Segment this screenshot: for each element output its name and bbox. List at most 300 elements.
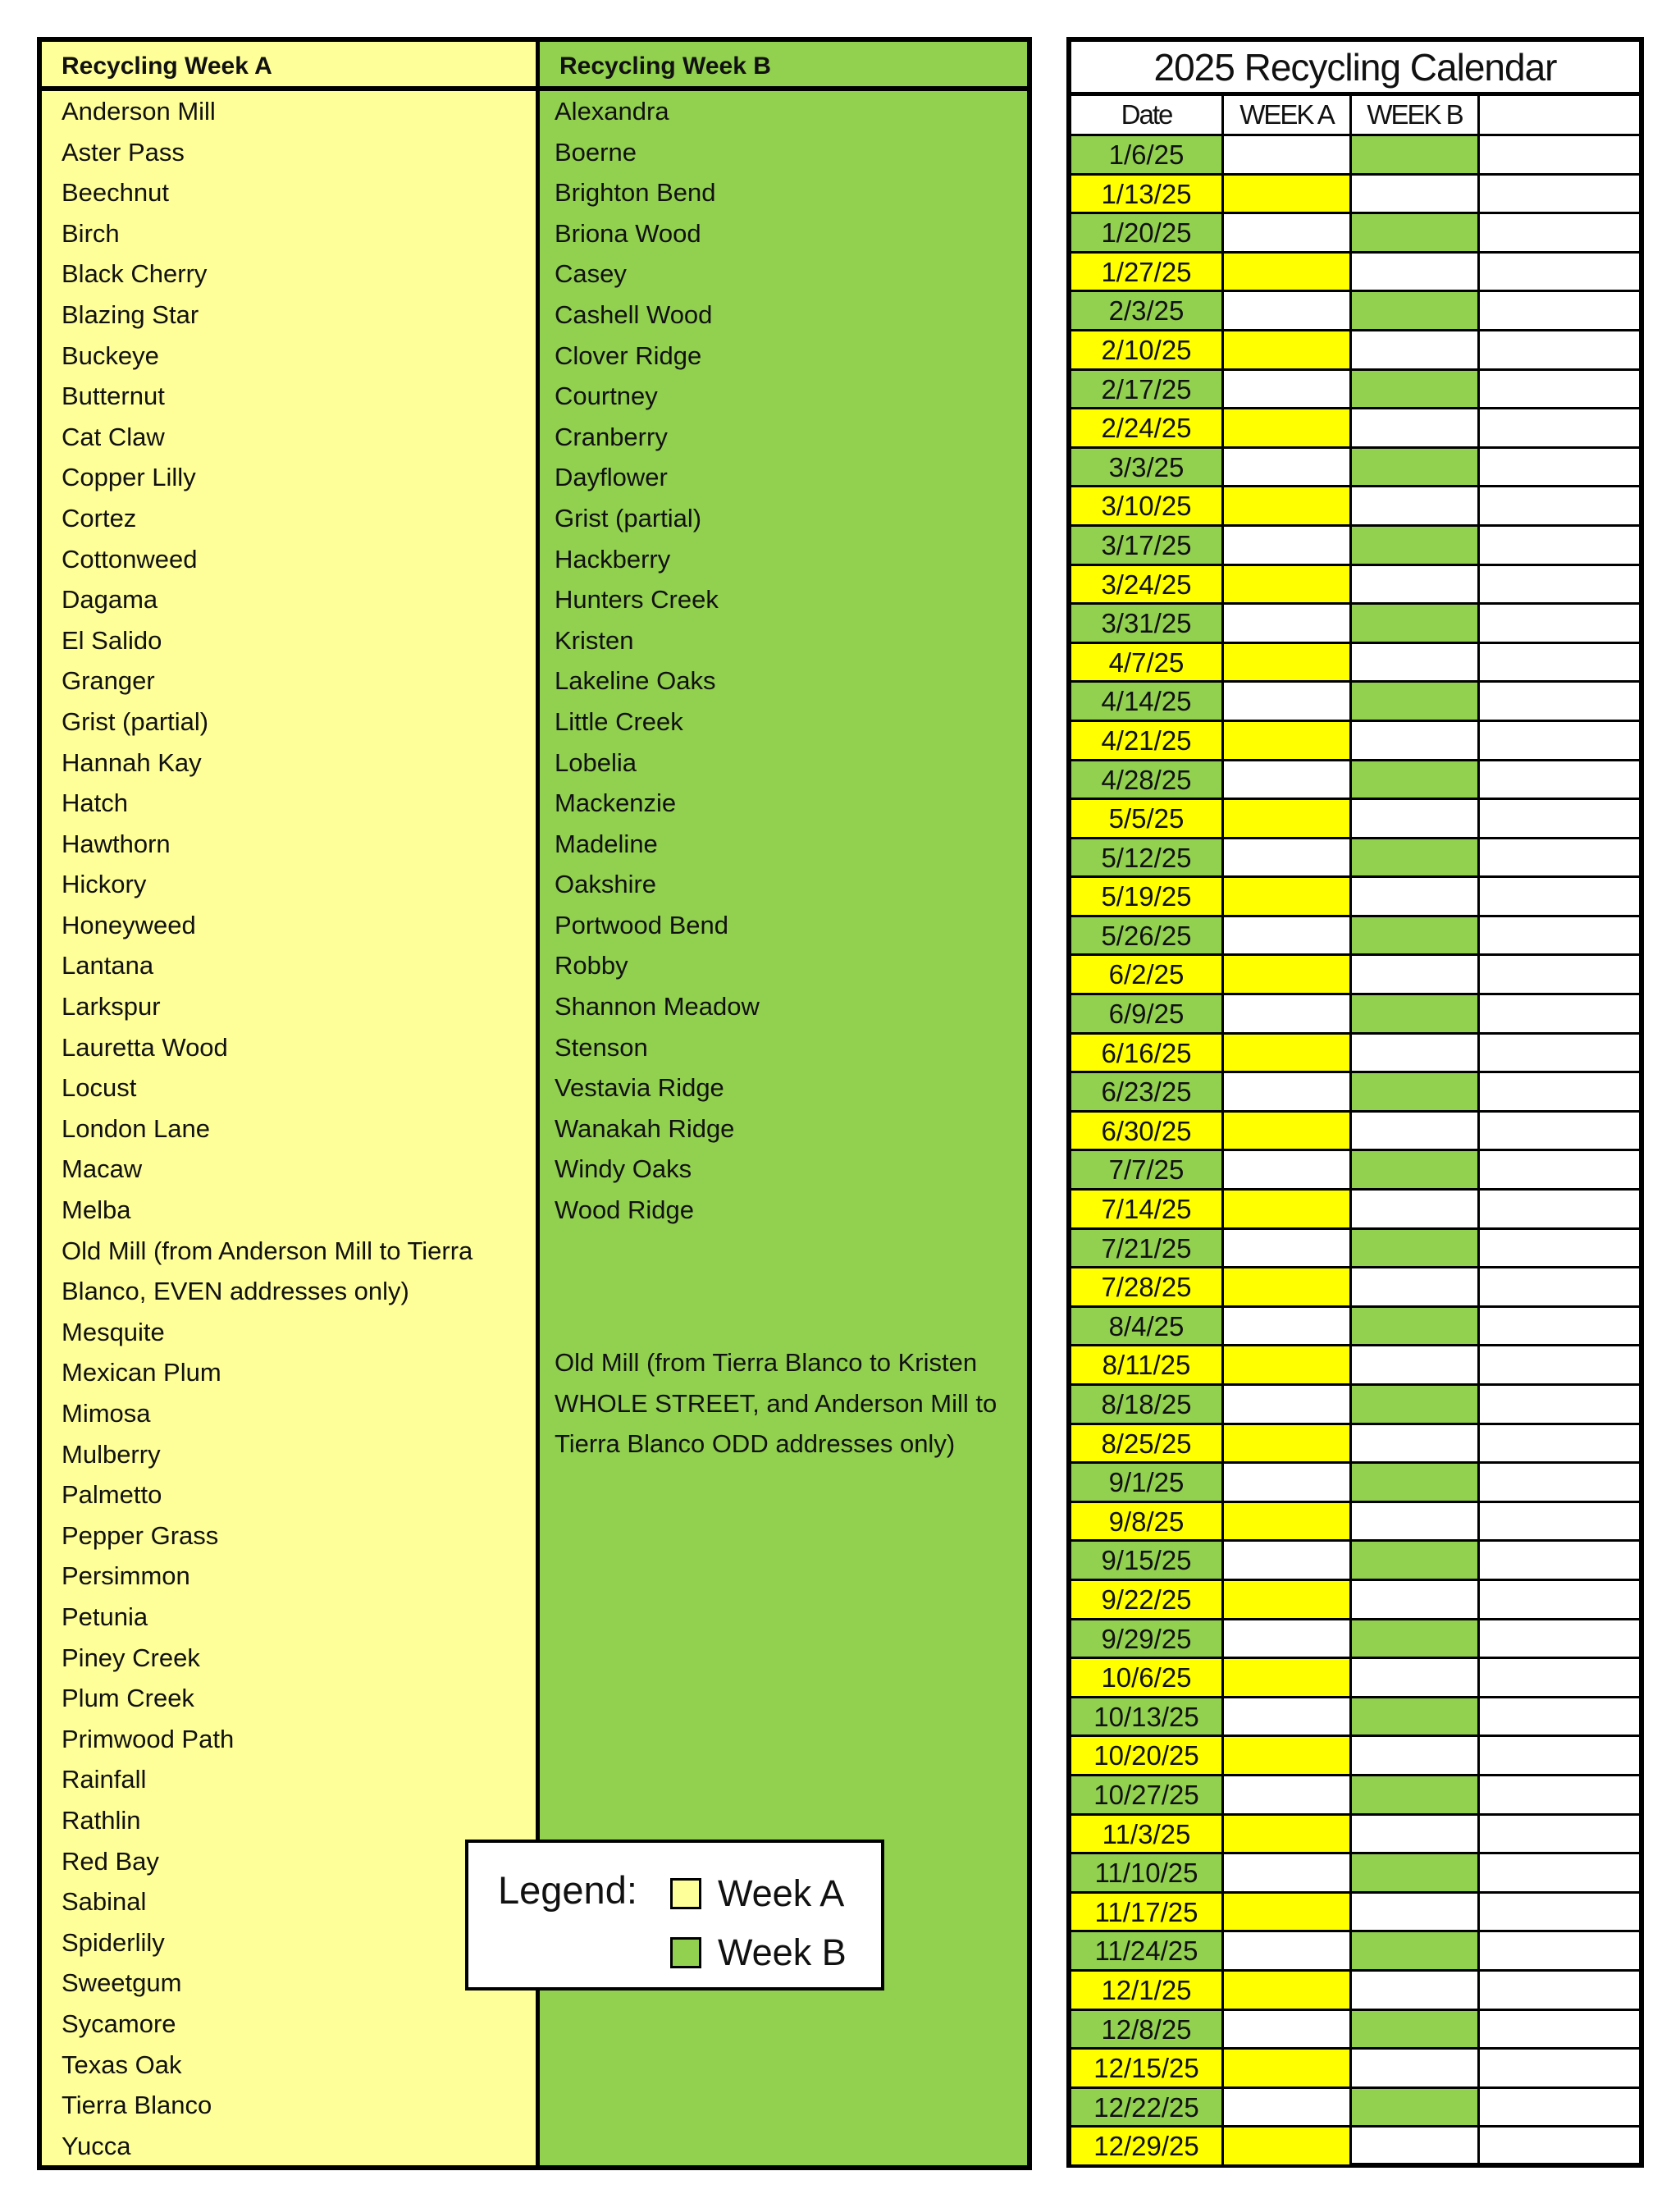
week-a-cell: [1224, 254, 1352, 293]
street-item: Briona Wood: [555, 218, 701, 248]
week-a-cell: [1224, 1816, 1352, 1855]
legend-item-week-a: [670, 1871, 844, 1917]
street-item: Aster Pass: [62, 137, 185, 167]
note-line: Old Mill (from Tierra Blanco to Kristen: [555, 1348, 978, 1377]
week-a-cell: [1224, 1308, 1352, 1347]
calendar-date-cell: 9/8/25: [1071, 1503, 1224, 1543]
week-a-cell: [1224, 371, 1352, 410]
week-b-cell: [1352, 331, 1480, 371]
street-item: Casey: [555, 259, 627, 289]
week-b-cell: [1352, 2011, 1480, 2050]
week-b-cell: [1352, 1737, 1480, 1776]
week-a-cell: [1224, 1620, 1352, 1660]
blank-cell: [1480, 878, 1639, 917]
blank-cell: [1480, 409, 1639, 449]
week-b-cell: [1352, 371, 1480, 410]
street-item: Lakeline Oaks: [555, 666, 716, 696]
street-item: Hatch: [62, 788, 128, 818]
street-item: Robby: [555, 951, 628, 980]
legend-label: Week B: [718, 1931, 847, 1973]
blank-cell: [1480, 995, 1639, 1035]
week-a-street-list: [42, 91, 536, 2166]
week-a-cell: [1224, 644, 1352, 683]
week-a-cell: [1224, 1464, 1352, 1503]
calendar-date-cell: 5/5/25: [1071, 800, 1224, 839]
week-a-cell: [1224, 527, 1352, 566]
blank-cell: [1480, 1346, 1639, 1386]
calendar-date-cell: 1/6/25: [1071, 136, 1224, 176]
street-item: Blanco, EVEN addresses only): [62, 1277, 409, 1306]
week-a-cell: [1224, 1932, 1352, 1972]
blank-cell: [1480, 214, 1639, 254]
street-item: Clover Ridge: [555, 341, 702, 370]
blank-cell: [1480, 2089, 1639, 2128]
blank-cell: [1480, 176, 1639, 215]
street-item: Cottonweed: [62, 544, 198, 574]
week-b-cell: [1352, 527, 1480, 566]
calendar-date-cell: 7/21/25: [1071, 1230, 1224, 1269]
week-a-cell: [1224, 605, 1352, 644]
street-item: Anderson Mill: [62, 97, 216, 126]
street-item: Rainfall: [62, 1765, 147, 1794]
week-b-swatch: [670, 1937, 701, 1968]
week-b-cell: [1352, 1425, 1480, 1465]
week-a-cell: [1224, 1503, 1352, 1543]
week-b-cell: [1352, 605, 1480, 644]
street-item: Mackenzie: [555, 788, 677, 818]
street-item: Yucca: [62, 2131, 131, 2160]
week-a-cell: [1224, 722, 1352, 761]
week-a-cell: [1224, 917, 1352, 957]
recycling-calendar: [1066, 37, 1644, 2168]
week-b-cell: [1352, 761, 1480, 801]
street-item: Mexican Plum: [62, 1358, 221, 1387]
week-a-cell: [1224, 956, 1352, 995]
week-b-cell: [1352, 644, 1480, 683]
blank-cell: [1480, 1308, 1639, 1347]
note-line: WHOLE STREET, and Anderson Mill to: [555, 1388, 998, 1418]
blank-cell: [1480, 371, 1639, 410]
street-item: Portwood Bend: [555, 910, 728, 939]
street-item: Boerne: [555, 137, 637, 167]
blank-cell: [1480, 527, 1639, 566]
week-b-cell: [1352, 1932, 1480, 1972]
blank-cell: [1480, 722, 1639, 761]
calendar-date-cell: 6/2/25: [1071, 956, 1224, 995]
blank-cell: [1480, 449, 1639, 488]
week-b-cell: [1352, 1151, 1480, 1191]
week-a-cell: [1224, 214, 1352, 254]
calendar-date-cell: 6/23/25: [1071, 1073, 1224, 1113]
week-a-cell: [1224, 1191, 1352, 1230]
street-item: Birch: [62, 218, 120, 248]
calendar-date-cell: 10/27/25: [1071, 1776, 1224, 1816]
calendar-date-cell: 2/3/25: [1071, 292, 1224, 331]
week-b-cell: [1352, 878, 1480, 917]
week-b-cell: [1352, 722, 1480, 761]
week-a-cell: [1224, 1268, 1352, 1308]
week-b-cell: [1352, 1542, 1480, 1581]
calendar-date-cell: 12/22/25: [1071, 2089, 1224, 2128]
street-item: Vestavia Ridge: [555, 1073, 724, 1103]
week-a-cell: [1224, 449, 1352, 488]
blank-cell: [1480, 2050, 1639, 2089]
blank-cell: [1480, 1386, 1639, 1425]
week-a-cell: [1224, 1425, 1352, 1465]
blank-cell: [1480, 683, 1639, 722]
blank-cell: [1480, 1816, 1639, 1855]
street-item: Wanakah Ridge: [555, 1113, 735, 1143]
calendar-date-cell: 4/14/25: [1071, 683, 1224, 722]
calendar-date-cell: 6/16/25: [1071, 1035, 1224, 1074]
street-item: Lauretta Wood: [62, 1032, 228, 1062]
street-item: Hickory: [62, 870, 147, 899]
blank-cell: [1480, 1113, 1639, 1152]
week-a-cell: [1224, 2128, 1352, 2167]
street-item: Cranberry: [555, 422, 668, 451]
week-b-cell: [1352, 995, 1480, 1035]
week-a-cell: [1224, 292, 1352, 331]
week-a-cell: [1224, 683, 1352, 722]
header-week-a: WEEK A: [1224, 96, 1352, 136]
blank-cell: [1480, 1230, 1639, 1269]
calendar-date-cell: 3/3/25: [1071, 449, 1224, 488]
calendar-date-cell: 9/1/25: [1071, 1464, 1224, 1503]
week-b-cell: [1352, 1230, 1480, 1269]
calendar-date-cell: 4/21/25: [1071, 722, 1224, 761]
week-a-cell: [1224, 1151, 1352, 1191]
week-b-cell: [1352, 449, 1480, 488]
street-item: Little Creek: [555, 706, 683, 736]
street-item: Sweetgum: [62, 1968, 182, 1998]
week-a-cell: [1224, 1113, 1352, 1152]
blank-cell: [1480, 566, 1639, 606]
week-a-cell: [1224, 1230, 1352, 1269]
street-item: Sabinal: [62, 1887, 147, 1917]
week-a-cell: [1224, 1972, 1352, 2011]
calendar-date-cell: 7/7/25: [1071, 1151, 1224, 1191]
street-item: Dagama: [62, 585, 158, 615]
old-mill-note: [555, 1342, 1030, 1465]
week-b-cell: [1352, 2050, 1480, 2089]
week-b-cell: [1352, 1386, 1480, 1425]
calendar-date-cell: 3/17/25: [1071, 527, 1224, 566]
blank-cell: [1480, 1425, 1639, 1465]
calendar-date-cell: 12/15/25: [1071, 2050, 1224, 2089]
blank-cell: [1480, 839, 1639, 879]
calendar-date-cell: 9/29/25: [1071, 1620, 1224, 1660]
calendar-date-cell: 3/10/25: [1071, 487, 1224, 527]
blank-cell: [1480, 1464, 1639, 1503]
street-item: Butternut: [62, 382, 165, 411]
week-b-cell: [1352, 2128, 1480, 2167]
week-a-cell: [1224, 1854, 1352, 1894]
street-item: Mesquite: [62, 1317, 165, 1346]
street-item: Oakshire: [555, 870, 657, 899]
street-item: Old Mill (from Anderson Mill to Tierra: [62, 1236, 473, 1265]
street-item: Wood Ridge: [555, 1195, 695, 1225]
calendar-date-cell: 2/24/25: [1071, 409, 1224, 449]
week-b-cell: [1352, 1346, 1480, 1386]
week-b-cell: [1352, 1464, 1480, 1503]
blank-cell: [1480, 1151, 1639, 1191]
week-b-cell: [1352, 1581, 1480, 1620]
street-item: Black Cherry: [62, 259, 208, 289]
calendar-date-cell: 11/17/25: [1071, 1894, 1224, 1933]
blank-cell: [1480, 644, 1639, 683]
calendar-date-cell: 4/7/25: [1071, 644, 1224, 683]
street-item: Plum Creek: [62, 1684, 194, 1713]
week-b-cell: [1352, 1113, 1480, 1152]
calendar-grid: [1071, 96, 1639, 2167]
week-a-cell: [1224, 995, 1352, 1035]
blank-cell: [1480, 136, 1639, 176]
calendar-date-cell: 9/15/25: [1071, 1542, 1224, 1581]
street-item: Brighton Bend: [555, 178, 716, 208]
week-b-cell: [1352, 566, 1480, 606]
blank-cell: [1480, 917, 1639, 957]
street-item: Locust: [62, 1073, 137, 1103]
week-b-cell: [1352, 1972, 1480, 2011]
week-b-cell: [1352, 176, 1480, 215]
street-item: Mulberry: [62, 1439, 161, 1469]
blank-cell: [1480, 487, 1639, 527]
note-line: Tierra Blanco ODD addresses only): [555, 1429, 956, 1459]
blank-cell: [1480, 1191, 1639, 1230]
header-blank: [1480, 96, 1639, 136]
blank-cell: [1480, 1932, 1639, 1972]
street-item: Spiderlily: [62, 1927, 165, 1957]
street-item: Copper Lilly: [62, 463, 196, 492]
street-item: El Salido: [62, 625, 162, 655]
calendar-date-cell: 2/10/25: [1071, 331, 1224, 371]
legend-item-week-b: [670, 1930, 847, 1976]
week-a-cell: [1224, 136, 1352, 176]
week-b-cell: [1352, 1268, 1480, 1308]
blank-cell: [1480, 1503, 1639, 1543]
calendar-date-cell: 7/28/25: [1071, 1268, 1224, 1308]
street-item: Kristen: [555, 625, 634, 655]
blank-cell: [1480, 1659, 1639, 1698]
street-item: Hannah Kay: [62, 747, 202, 777]
week-b-cell: [1352, 800, 1480, 839]
street-item: Hackberry: [555, 544, 671, 574]
blank-cell: [1480, 1620, 1639, 1660]
week-a-cell: [1224, 1581, 1352, 1620]
week-a-cell: [1224, 761, 1352, 801]
street-item: Madeline: [555, 829, 658, 858]
blank-cell: [1480, 2011, 1639, 2050]
street-item: Dayflower: [555, 463, 668, 492]
street-item: Mimosa: [62, 1399, 151, 1428]
week-a-cell: [1224, 487, 1352, 527]
week-b-cell: [1352, 1191, 1480, 1230]
week-b-cell: [1352, 917, 1480, 957]
calendar-date-cell: 8/4/25: [1071, 1308, 1224, 1347]
week-a-cell: [1224, 1894, 1352, 1933]
week-b-cell: [1352, 2089, 1480, 2128]
week-a-cell: [1224, 1737, 1352, 1776]
blank-cell: [1480, 1854, 1639, 1894]
header-week-b: WEEK B: [1352, 96, 1480, 136]
calendar-date-cell: 1/27/25: [1071, 254, 1224, 293]
calendar-date-cell: 5/26/25: [1071, 917, 1224, 957]
week-b-cell: [1352, 956, 1480, 995]
legend-label: Week A: [718, 1872, 845, 1914]
street-item: Cat Claw: [62, 422, 165, 451]
week-a-cell: [1224, 2011, 1352, 2050]
blank-cell: [1480, 1737, 1639, 1776]
week-b-cell: [1352, 1620, 1480, 1660]
blank-cell: [1480, 2128, 1639, 2167]
week-a-cell: [1224, 1698, 1352, 1738]
blank-cell: [1480, 1268, 1639, 1308]
street-item: Melba: [62, 1195, 131, 1225]
blank-cell: [1480, 605, 1639, 644]
week-b-cell: [1352, 1776, 1480, 1816]
week-b-header: Recycling Week B: [540, 42, 1027, 91]
week-a-cell: [1224, 839, 1352, 879]
calendar-date-cell: 6/30/25: [1071, 1113, 1224, 1152]
week-a-cell: [1224, 2089, 1352, 2128]
calendar-date-cell: 4/28/25: [1071, 761, 1224, 801]
header-date: Date: [1071, 96, 1224, 136]
calendar-date-cell: 12/29/25: [1071, 2128, 1224, 2167]
street-item: Cortez: [62, 503, 137, 532]
calendar-date-cell: 10/20/25: [1071, 1737, 1224, 1776]
calendar-date-cell: 11/24/25: [1071, 1932, 1224, 1972]
street-item: Lantana: [62, 951, 154, 980]
calendar-date-cell: 5/12/25: [1071, 839, 1224, 879]
week-a-cell: [1224, 409, 1352, 449]
blank-cell: [1480, 1972, 1639, 2011]
street-item: Persimmon: [62, 1561, 190, 1591]
week-b-cell: [1352, 1308, 1480, 1347]
week-a-swatch: [670, 1878, 701, 1909]
calendar-date-cell: 8/11/25: [1071, 1346, 1224, 1386]
week-b-cell: [1352, 487, 1480, 527]
street-item: Piney Creek: [62, 1643, 200, 1672]
calendar-date-cell: 10/13/25: [1071, 1698, 1224, 1738]
week-b-cell: [1352, 839, 1480, 879]
legend-title: Legend:: [498, 1868, 637, 1912]
street-item: Sycamore: [62, 2009, 176, 2038]
week-b-cell: [1352, 1503, 1480, 1543]
week-b-cell: [1352, 1894, 1480, 1933]
calendar-date-cell: 11/10/25: [1071, 1854, 1224, 1894]
week-a-cell: [1224, 2050, 1352, 2089]
week-a-cell: [1224, 800, 1352, 839]
week-b-cell: [1352, 1035, 1480, 1074]
street-item: Buckeye: [62, 341, 159, 370]
calendar-date-cell: 8/18/25: [1071, 1386, 1224, 1425]
street-item: Hunters Creek: [555, 585, 719, 615]
blank-cell: [1480, 1581, 1639, 1620]
street-item: Grist (partial): [62, 706, 209, 736]
street-item: Hawthorn: [62, 829, 171, 858]
blank-cell: [1480, 292, 1639, 331]
week-b-cell: [1352, 1698, 1480, 1738]
week-a-cell: [1224, 1073, 1352, 1113]
street-item: Alexandra: [555, 97, 669, 126]
week-a-header: Recycling Week A: [42, 42, 536, 91]
week-b-cell: [1352, 1659, 1480, 1698]
calendar-date-cell: 9/22/25: [1071, 1581, 1224, 1620]
street-item: Macaw: [62, 1154, 143, 1184]
calendar-date-cell: 6/9/25: [1071, 995, 1224, 1035]
calendar-date-cell: 10/6/25: [1071, 1659, 1224, 1698]
street-item: Pepper Grass: [62, 1520, 219, 1550]
week-a-cell: [1224, 1776, 1352, 1816]
calendar-date-cell: 3/31/25: [1071, 605, 1224, 644]
week-b-cell: [1352, 1073, 1480, 1113]
street-item: Primwood Path: [62, 1724, 235, 1753]
blank-cell: [1480, 331, 1639, 371]
blank-cell: [1480, 800, 1639, 839]
calendar-date-cell: 1/20/25: [1071, 214, 1224, 254]
week-b-cell: [1352, 409, 1480, 449]
blank-cell: [1480, 1073, 1639, 1113]
street-item: Stenson: [555, 1032, 648, 1062]
week-a-cell: [1224, 1035, 1352, 1074]
blank-cell: [1480, 1542, 1639, 1581]
week-a-cell: [1224, 331, 1352, 371]
week-a-cell: [1224, 566, 1352, 606]
street-item: Red Bay: [62, 1846, 159, 1876]
calendar-date-cell: 3/24/25: [1071, 566, 1224, 606]
blank-cell: [1480, 1035, 1639, 1074]
blank-cell: [1480, 1698, 1639, 1738]
street-item: Shannon Meadow: [555, 992, 760, 1022]
week-a-cell: [1224, 1386, 1352, 1425]
calendar-title: 2025 Recycling Calendar: [1071, 42, 1639, 96]
blank-cell: [1480, 254, 1639, 293]
street-item: Palmetto: [62, 1480, 162, 1510]
week-b-cell: [1352, 292, 1480, 331]
street-item: Windy Oaks: [555, 1154, 692, 1184]
week-a-cell: [1224, 176, 1352, 215]
calendar-date-cell: 12/1/25: [1071, 1972, 1224, 2011]
week-a-cell: [1224, 878, 1352, 917]
week-b-street-list: [540, 91, 1027, 1231]
week-a-cell: [1224, 1542, 1352, 1581]
street-item: Granger: [62, 666, 155, 696]
calendar-date-cell: 2/17/25: [1071, 371, 1224, 410]
week-b-cell: [1352, 683, 1480, 722]
legend-box: [465, 1840, 884, 1990]
street-item: Lobelia: [555, 747, 637, 777]
street-item: Cashell Wood: [555, 299, 713, 329]
street-item: Honeyweed: [62, 910, 196, 939]
blank-cell: [1480, 1776, 1639, 1816]
week-a-cell: [1224, 1346, 1352, 1386]
street-item: Tierra Blanco: [62, 2091, 212, 2120]
blank-cell: [1480, 1894, 1639, 1933]
street-item: Blazing Star: [62, 299, 199, 329]
blank-cell: [1480, 761, 1639, 801]
street-item: Courtney: [555, 382, 658, 411]
week-b-cell: [1352, 136, 1480, 176]
street-item: Larkspur: [62, 992, 161, 1022]
week-b-cell: [1352, 1816, 1480, 1855]
calendar-date-cell: 8/25/25: [1071, 1425, 1224, 1465]
week-a-cell: [1224, 1659, 1352, 1698]
street-item: Texas Oak: [62, 2050, 182, 2079]
week-b-cell: [1352, 1854, 1480, 1894]
week-b-cell: [1352, 214, 1480, 254]
street-item: London Lane: [62, 1113, 211, 1143]
street-item: Beechnut: [62, 178, 169, 208]
